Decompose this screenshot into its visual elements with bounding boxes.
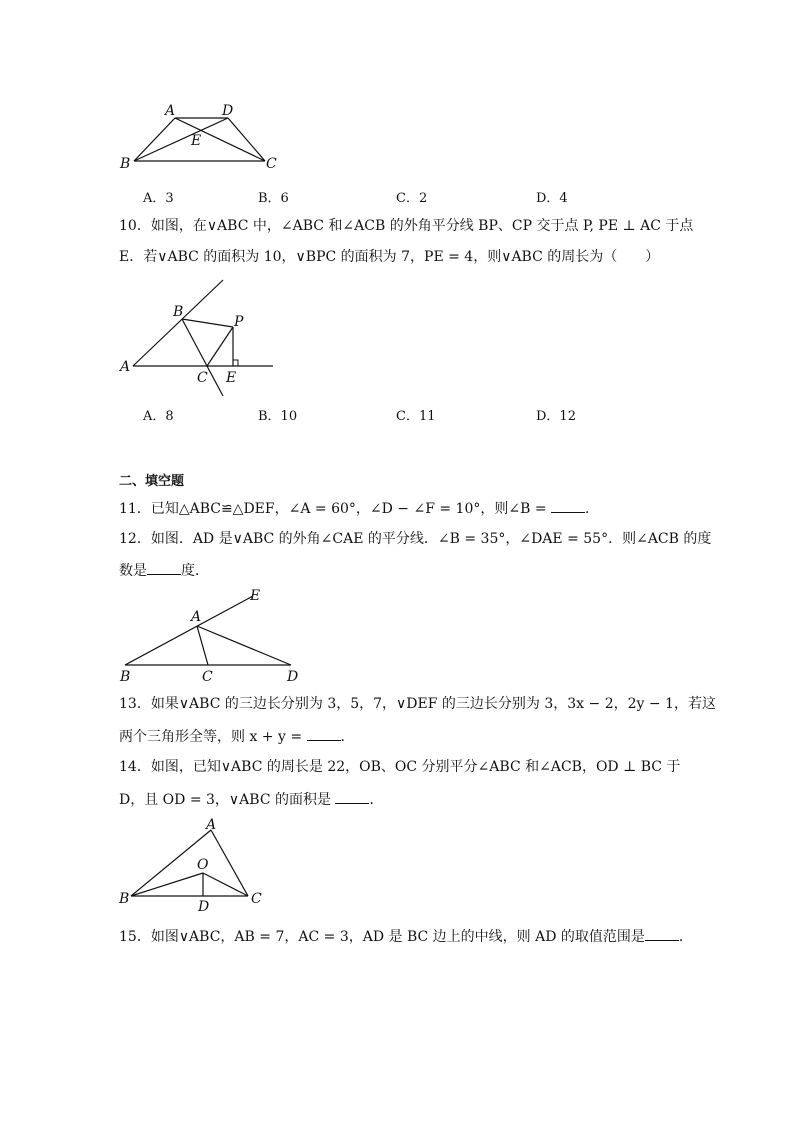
label-B: B [173, 304, 184, 320]
label-C: C [251, 891, 262, 907]
option-d[interactable]: D．12 [536, 409, 576, 424]
option-b[interactable]: B．6 [258, 191, 289, 206]
label-A: A [206, 817, 217, 833]
option-a[interactable]: A．8 [143, 409, 174, 424]
label-C: C [197, 370, 208, 386]
figure-q14 [115, 815, 275, 913]
question-15-text: 15．如图∨ABC，AB = 7，AC = 3，AD 是 BC 边上的中线，则 AD 的取值范围是 [119, 929, 645, 945]
label-C: C [266, 156, 277, 172]
label-B: B [120, 156, 131, 172]
figure-q10 [115, 280, 285, 398]
question-12-line-2 [119, 560, 209, 581]
label-D: D [222, 103, 234, 119]
question-11 [119, 498, 599, 519]
label-D: D [287, 669, 299, 685]
label-B: B [120, 669, 131, 685]
label-C: C [202, 669, 213, 685]
answer-blank[interactable] [645, 926, 679, 941]
label-O: O [197, 857, 209, 873]
question-10-line-1: 10．如图，在∨ABC 中，∠ABC 和∠ACB 的外角平分线 BP、CP 交于点 P, PE ⊥ AC 于点 [119, 218, 694, 234]
figure-q9 [115, 98, 285, 178]
question-13-line-2a: 两个三角形全等，则 x + y = [119, 729, 307, 745]
label-P: P [234, 314, 244, 330]
question-14-line-2 [119, 789, 383, 810]
question-14-line-2a: D，且 OD = 3，∨ABC 的面积是 [119, 792, 336, 808]
option-c[interactable]: C．2 [396, 191, 428, 206]
answer-blank[interactable] [551, 498, 585, 513]
triangle-figure-q14 [115, 815, 275, 913]
label-A: A [120, 359, 131, 375]
question-12-line-2a: 数是 [119, 563, 147, 579]
question-14-line-2b: ． [369, 792, 384, 808]
question-12-line-1: 12．如图．AD 是∨ABC 的外角∠CAE 的平分线．∠B = 35°，∠DAE = 55°．则∠ACB 的度 [119, 531, 712, 547]
question-10-line-2: E．若∨ABC 的面积为 10，∨BPC 的面积为 7，PE = 4，则∨ABC 的周长为（ ） [119, 249, 660, 265]
question-13-line-1: 13．如果∨ABC 的三边长分别为 3，5，7，∨DEF 的三边长分别为 3，3x − 2，2y − 1，若这 [119, 696, 716, 712]
triangle-figure-q12 [115, 586, 299, 685]
label-B: B [119, 891, 130, 907]
label-D: D [198, 899, 210, 915]
question-13-line-2b: ． [340, 729, 355, 745]
option-d[interactable]: D．4 [536, 191, 568, 206]
option-a[interactable]: A．3 [143, 191, 174, 206]
option-b[interactable]: B．10 [258, 409, 298, 424]
question-15-end: ． [678, 929, 693, 945]
question-14-line-1: 14．如图，已知∨ABC 的周长是 22，OB、OC 分别平分∠ABC 和∠ACB，OD ⊥ BC 于 [119, 759, 681, 775]
question-11-end: ． [585, 501, 600, 517]
section-title: 二、填空题 [119, 474, 185, 489]
question-15 [119, 926, 693, 947]
question-11-text: 11．已知△ABC≌△DEF，∠A = 60°，∠D − ∠F = 10°，则∠B = [119, 501, 552, 517]
answer-blank[interactable] [147, 560, 181, 575]
option-c[interactable]: C．11 [396, 409, 436, 424]
figure-q12 [115, 586, 299, 685]
answer-blank[interactable] [335, 789, 369, 804]
question-13-line-2 [119, 726, 355, 747]
label-E: E [250, 588, 261, 604]
label-E: E [226, 370, 237, 386]
answer-blank[interactable] [307, 726, 341, 741]
question-12-line-2b: 度． [181, 563, 209, 579]
triangle-figure-q9 [115, 98, 285, 178]
label-A: A [165, 103, 176, 119]
triangle-figure-q10 [115, 280, 285, 398]
label-A: A [191, 609, 202, 625]
label-E: E [191, 133, 202, 149]
